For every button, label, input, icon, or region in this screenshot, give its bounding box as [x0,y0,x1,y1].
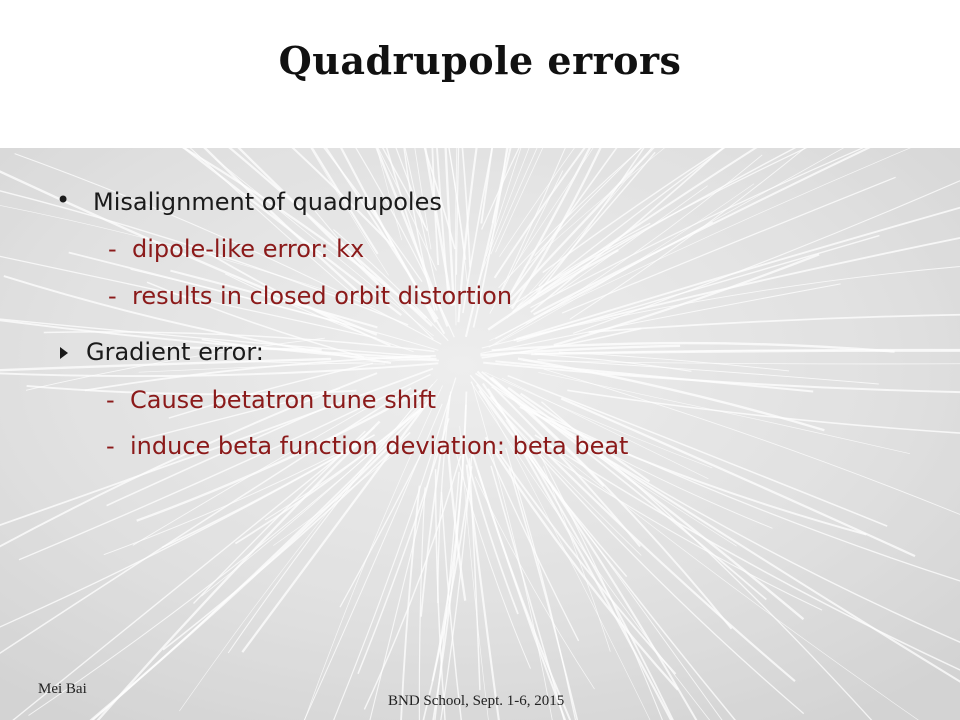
subitem-text: induce beta function deviation: beta beat [130,432,629,460]
subitem-beta-beat [106,432,628,460]
dash-marker: - [106,386,115,414]
subitem-text: results in closed orbit distortion [132,282,513,310]
footer-event: BND School, Sept. 1-6, 2015 [388,693,565,709]
subitem-betatron-tune-shift [106,386,436,414]
bullet-text-misalignment: Misalignment of quadrupoles [93,188,442,216]
subitem-text: dipole-like error: kx [132,235,365,263]
bullet-dot-icon: • [56,186,71,214]
subitem-closed-orbit-distortion [108,282,512,310]
subitem-text: Cause betatron tune shift [130,386,437,414]
bullet-text-gradient-error: Gradient error: [86,338,264,366]
bullet-triangle-icon [60,347,68,359]
dash-marker: - [106,432,115,460]
subitem-dipole-like-error [108,235,364,263]
dash-marker: - [108,235,117,263]
dash-marker: - [108,282,117,310]
slide-title: Quadrupole errors [278,38,682,83]
footer-author: Mei Bai [38,681,87,697]
